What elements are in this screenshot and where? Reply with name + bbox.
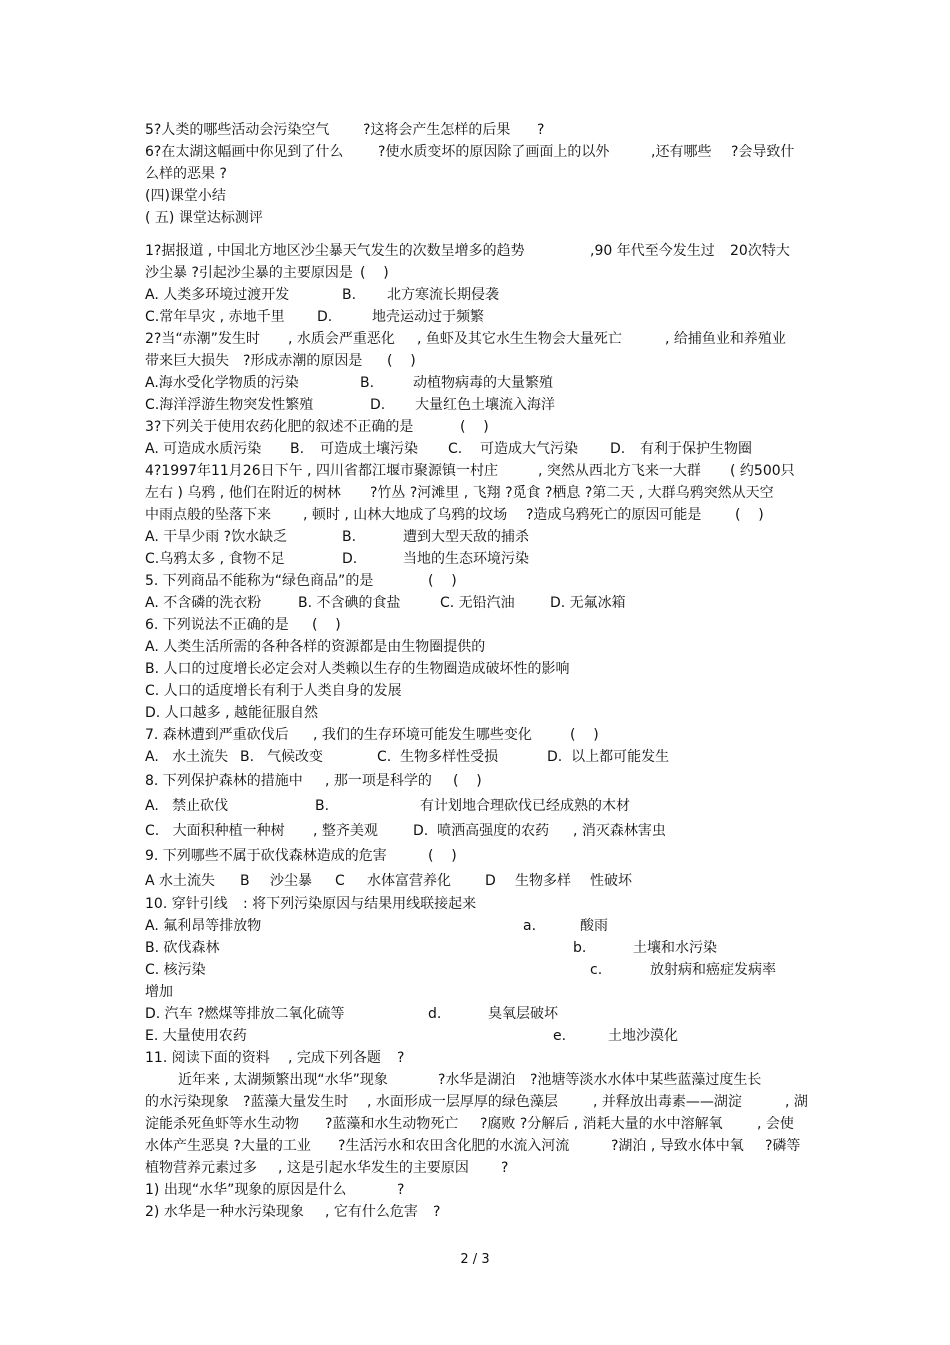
text-segment: ?竹丛 ?河滩里 , 飞翔 ?觅食 ?栖息 ?第二天 , 大群乌鸦突然从天空 [370, 485, 774, 501]
text-line [145, 1113, 810, 1135]
text-line [145, 1135, 810, 1157]
text-line [145, 185, 810, 207]
text-line [145, 548, 810, 570]
text-segment: , 那一项是科学的 [325, 773, 432, 789]
text-segment: ( ) [360, 265, 389, 281]
text-segment: 1?据报道 , 中国北方地区沙尘暴天气发生的次数呈增多的趋势 [145, 243, 525, 259]
text-segment: 土地沙漠化 [608, 1028, 678, 1044]
text-segment: ( 约500只 [730, 463, 795, 479]
text-segment: , 这是引起水华发生的主要原因 [278, 1160, 469, 1176]
text-segment: 3?下列关于使用农药化肥的叙述不正确的是 [145, 419, 414, 435]
text-segment: A. 干旱少雨 ?饮水缺乏 [145, 529, 288, 545]
text-line [145, 119, 810, 141]
text-segment: C.乌鸦太多 , 食物不足 [145, 551, 285, 567]
text-segment: 带来巨大损失 [145, 353, 229, 369]
text-segment: 近年来 , 太湖频繁出现“水华”现象 [178, 1072, 388, 1088]
text-segment: 中雨点般的坠落下来 [145, 507, 271, 523]
text-segment: a. [523, 918, 537, 934]
text-line [145, 1047, 810, 1069]
text-segment: D. [342, 551, 358, 567]
text-segment: , 顿时 , 山林大地成了乌鸦的坟场 [303, 507, 508, 523]
text-segment: ?使水质变坏的原因除了画面上的以外 [378, 144, 610, 160]
text-segment: , 并释放出毒素——湖淀 [593, 1094, 742, 1110]
text-segment: 可造成土壤污染 [320, 441, 418, 457]
text-segment: 么样的恶果 ? [145, 166, 227, 182]
text-segment: 4?1997年11月26日下午 , 四川省都江堰市聚源镇一村庄 [145, 463, 498, 479]
text-segment: 气候改变 [267, 749, 323, 765]
text-line [145, 820, 810, 842]
text-segment: 北方寒流长期侵袭 [387, 287, 499, 303]
text-segment: ( ) [428, 848, 457, 864]
text-segment: 有计划地合理砍伐已经成熟的木材 [420, 798, 630, 814]
text-line [145, 893, 810, 915]
text-segment: C.海洋浮游生物突发性繁殖 [145, 397, 314, 413]
text-segment: E. 大量使用农药 [145, 1028, 247, 1044]
text-segment: D. [317, 309, 333, 325]
text-segment: C. 大面积种植一种树 [145, 823, 285, 839]
text-segment: ( ) [735, 507, 764, 523]
text-segment: A. 不含磷的洗衣粉 [145, 595, 262, 611]
text-segment: c. [590, 962, 603, 978]
text-line [145, 680, 810, 702]
text-line [145, 460, 810, 482]
text-line [145, 770, 810, 792]
text-line [145, 570, 810, 592]
text-line [145, 1003, 810, 1025]
text-segment: , 完成下列各题 [288, 1050, 381, 1066]
text-segment: ,90 年代至今发生过 [590, 243, 715, 259]
text-segment: B [240, 873, 250, 889]
text-segment: ,还有哪些 [651, 144, 712, 160]
text-line [145, 482, 810, 504]
text-line [145, 614, 810, 636]
text-segment: 2?当“赤潮”发生时 [145, 331, 260, 347]
text-segment: 生物多样 [515, 873, 571, 889]
text-segment: 大量红色土壤流入海洋 [415, 397, 555, 413]
text-segment: 遭到大型天敌的捕杀 [403, 529, 529, 545]
text-segment: ( ) [570, 727, 599, 743]
text-segment: C [335, 873, 345, 889]
text-segment: ( ) [387, 353, 416, 369]
text-line [145, 959, 810, 981]
text-segment: D. 人口越多 , 越能征服自然 [145, 705, 319, 721]
text-line [145, 702, 810, 724]
text-line [145, 163, 810, 185]
text-segment: , 水质会严重恶化 [288, 331, 395, 347]
text-segment: ?形成赤潮的原因是 [243, 353, 363, 369]
text-segment: C. 人口的适度增长有利于人类自身的发展 [145, 683, 402, 699]
text-segment: ?水华是湖泊 [438, 1072, 516, 1088]
text-segment: , 我们的生存环境可能发生哪些变化 [313, 727, 532, 743]
text-segment: , 突然从西北方飞来一大群 [538, 463, 701, 479]
text-segment: 淀能杀死鱼虾等水生动物 [145, 1116, 299, 1132]
text-segment: 地壳运动过于频繁 [372, 309, 484, 325]
text-line [145, 438, 810, 460]
text-segment: 5?人类的哪些活动会污染空气 [145, 122, 330, 138]
text-line [145, 937, 810, 959]
text-segment: 8. 下列保护森林的措施中 [145, 773, 303, 789]
text-line [145, 240, 810, 262]
text-segment: D. 喷洒高强度的农药 [413, 823, 550, 839]
text-segment: ( ) [453, 773, 482, 789]
text-segment: A. 人类多环境过渡开发 [145, 287, 290, 303]
text-segment: 放射病和癌症发病率 [650, 962, 776, 978]
text-segment: C.常年旱灾 , 赤地千里 [145, 309, 285, 325]
text-line [145, 1091, 810, 1113]
text-line [145, 284, 810, 306]
text-line [145, 724, 810, 746]
text-segment: b. [573, 940, 587, 956]
text-segment: ( ) [428, 573, 457, 589]
text-line [145, 746, 810, 768]
text-segment: 沙尘暴 [270, 873, 312, 889]
text-segment: C. [448, 441, 463, 457]
text-segment: D. [610, 441, 626, 457]
text-segment: A. 可造成水质污染 [145, 441, 262, 457]
text-line [145, 1157, 810, 1179]
text-line [145, 394, 810, 416]
text-segment: D. 以上都可能发生 [547, 749, 670, 765]
text-segment: 臭氧层破坏 [488, 1006, 558, 1022]
text-segment: ?生活污水和农田含化肥的水流入河流 [338, 1138, 570, 1154]
text-line [145, 915, 810, 937]
text-segment: B. [290, 441, 305, 457]
text-segment: 9. 下列哪些不属于砍伐森林造成的危害 [145, 848, 387, 864]
text-segment: 性破坏 [590, 873, 632, 889]
text-segment: A. 水土流失 [145, 749, 229, 765]
text-segment: , 鱼虾及其它水生生物会大量死亡 [417, 331, 622, 347]
page-number: 2 / 3 [460, 1252, 490, 1267]
text-segment: ?造成乌鸦死亡的原因可能是 [526, 507, 702, 523]
text-segment: 有利于保护生物圈 [640, 441, 752, 457]
text-segment: B. [342, 287, 357, 303]
text-segment: 植物营养元素过多 [145, 1160, 257, 1176]
text-segment: B. [342, 529, 357, 545]
text-segment: ? [397, 1182, 405, 1198]
text-segment: ( ) [312, 617, 341, 633]
text-segment: , 整齐美观 [313, 823, 378, 839]
text-segment: C. 无铅汽油 [440, 595, 515, 611]
text-segment: 增加 [145, 984, 173, 1000]
text-line [145, 526, 810, 548]
text-segment: ? [433, 1204, 441, 1220]
text-segment: D [485, 873, 496, 889]
text-segment: 水体富营养化 [367, 873, 451, 889]
text-line [145, 981, 810, 1003]
text-segment: D. 无氟冰箱 [550, 595, 626, 611]
text-segment: ?这将会产生怎样的后果 [363, 122, 511, 138]
text-segment: 5. 下列商品不能称为“绿色商品”的是 [145, 573, 374, 589]
text-segment: A. 禁止砍伐 [145, 798, 229, 814]
text-segment: C. 生物多样性受损 [377, 749, 499, 765]
text-segment: ?湖泊 , 导致水体中氧 [611, 1138, 744, 1154]
text-line [145, 1069, 810, 1091]
text-segment: 水体产生恶臭 ?大量的工业 [145, 1138, 311, 1154]
text-segment: 可造成大气污染 [480, 441, 578, 457]
text-segment: C. 核污染 [145, 962, 206, 978]
text-line [145, 306, 810, 328]
text-segment: 10. 穿针引线 [145, 896, 228, 912]
text-segment: ?会导致什 [731, 144, 795, 160]
text-segment: , 湖 [785, 1094, 808, 1110]
text-segment: , 消灭森林害虫 [573, 823, 666, 839]
text-segment: ( 五) 课堂达标测评 [145, 210, 263, 226]
text-line [145, 870, 810, 892]
text-segment: A. 氟利昂等排放物 [145, 918, 262, 934]
text-segment: 1) 出现“水华”现象的原因是什么 [145, 1182, 347, 1198]
text-segment: 酸雨 [580, 918, 608, 934]
text-segment: 沙尘暴 ?引起沙尘暴的主要原因是 [145, 265, 353, 281]
text-segment: 6. 下列说法不正确的是 [145, 617, 289, 633]
text-line [145, 504, 810, 526]
text-segment: , 它有什么危害 [325, 1204, 418, 1220]
text-segment: B. 人口的过度增长必定会对人类赖以生存的生物圈造成破坏性的影响 [145, 661, 570, 677]
text-segment: , 水面形成一层厚厚的绿色藻层 [367, 1094, 558, 1110]
text-line [145, 416, 810, 438]
text-segment: B. 砍伐森林 [145, 940, 220, 956]
text-line [145, 262, 810, 284]
text-segment: d. [428, 1006, 442, 1022]
text-line [145, 658, 810, 680]
text-segment: ( ) [460, 419, 489, 435]
text-segment: 左右 ) 乌鸦 , 他们在附近的树林 [145, 485, 341, 501]
text-segment: B. [360, 375, 375, 391]
text-segment: 20次特大 [730, 243, 790, 259]
text-segment: B. [315, 798, 330, 814]
text-segment: ?蓝藻和水生动物死亡 [325, 1116, 459, 1132]
text-segment: 6?在太湖这幅画中你见到了什么 [145, 144, 344, 160]
text-line [145, 207, 810, 229]
text-segment: ?磷等 [765, 1138, 801, 1154]
text-segment: A. 人类生活所需的各种各样的资源都是由生物圈提供的 [145, 639, 486, 655]
text-segment: ? [397, 1050, 405, 1066]
text-segment: : 将下列污染原因与结果用线联接起来 [243, 896, 477, 912]
text-segment: D. 汽车 ?燃煤等排放二氧化硫等 [145, 1006, 345, 1022]
text-segment: 7. 森林遭到严重砍伐后 [145, 727, 289, 743]
text-line [145, 845, 810, 867]
text-line [145, 1179, 810, 1201]
text-segment: ?池塘等淡水水体中某些蓝藻过度生长 [530, 1072, 762, 1088]
text-segment: 11. 阅读下面的资料 [145, 1050, 270, 1066]
text-segment: 动植物病毒的大量繁殖 [413, 375, 553, 391]
text-segment: e. [553, 1028, 567, 1044]
text-segment: 2) 水华是一种水污染现象 [145, 1204, 304, 1220]
text-line [145, 1025, 810, 1047]
text-segment: (四)课堂小结 [145, 188, 226, 204]
text-segment: 当地的生态环境污染 [403, 551, 529, 567]
text-segment: D. [370, 397, 386, 413]
text-segment: ?腐败 ?分解后 , 消耗大量的水中溶解氧 [480, 1116, 723, 1132]
text-segment: ?蓝藻大量发生时 [243, 1094, 349, 1110]
text-segment: B. [240, 749, 255, 765]
text-segment: B. 不含碘的食盐 [298, 595, 401, 611]
text-segment: , 给捕鱼业和养殖业 [665, 331, 786, 347]
text-line [145, 350, 810, 372]
text-segment: 土壤和水污染 [633, 940, 717, 956]
text-line [145, 795, 810, 817]
text-line [145, 592, 810, 614]
text-segment: A.海水受化学物质的污染 [145, 375, 299, 391]
text-segment: ? [537, 122, 545, 138]
text-segment: 的水污染现象 [145, 1094, 229, 1110]
text-segment: , 会使 [757, 1116, 794, 1132]
text-line [145, 141, 810, 163]
text-segment: ? [501, 1160, 509, 1176]
text-line [145, 372, 810, 394]
text-segment: A 水土流失 [145, 873, 216, 889]
text-line [145, 1201, 810, 1223]
text-line [145, 328, 810, 350]
text-line [145, 636, 810, 658]
